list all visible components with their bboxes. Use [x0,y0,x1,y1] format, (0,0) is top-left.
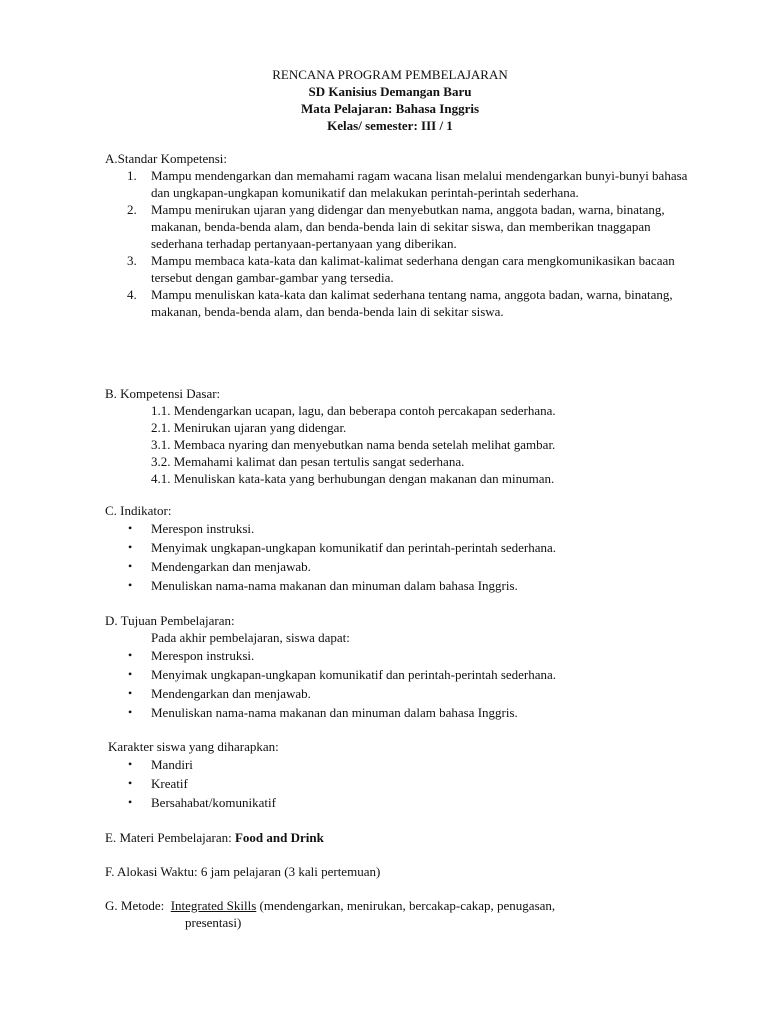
standar-kompetensi-list [105,167,691,320]
bullet-icon: • [128,686,133,700]
bullet-icon: • [128,795,133,809]
bullet-icon: • [128,578,133,592]
document-title: RENCANA PROGRAM PEMBELAJARAN [272,67,508,82]
class-semester-line: Kelas/ semester: III / 1 [327,118,453,133]
list-item [105,665,556,684]
section-b-title: B. Kompetensi Dasar: [105,386,221,401]
item-text: Mampu menuliskan kata-kata dan kalimat sederhana tentang nama, anggota badan, warna, binatang, makanan, benda-benda alam, dan benda-benda lain di sekitar siswa. [151,287,673,319]
school-name: SD Kanisius Demangan Baru [308,84,472,99]
item-text: Mampu membaca kata-kata dan kalimat-kalimat sederhana dengan cara mengkomunikasikan bacaan tersebut dengan gambar-gambar yang tersedia. [151,253,675,285]
karakter-list [105,755,279,812]
item-number: 3. [127,253,137,268]
section-d-title: D. Tujuan Pembelajaran: [105,613,235,628]
subject-line: Mata Pelajaran: Bahasa Inggris [300,101,480,116]
item-text: Merespon instruksi. [151,521,255,536]
item-text: Mandiri [151,757,193,772]
list-item [105,519,556,538]
materi-value: Food and Drink [234,830,324,845]
section-karakter [108,738,279,812]
section-c-title: C. Indikator: [105,503,172,518]
list-item [105,167,691,201]
indikator-list [105,519,556,595]
list-item [105,576,556,595]
section-metode [105,897,555,931]
metode-detail: (mendengarkan, menirukan, bercakap-cakap, penugasan, [256,898,556,913]
section-alokasi-waktu: F. Alokasi Waktu: 6 jam pelajaran (3 kali pertemuan) [105,864,381,879]
item-text: Mampu mendengarkan dan memahami ragam wacana lisan melalui mendengarkan bunyi-bunyi bahasa dan ungkapan-ungkapan komunikatif dan melakukan perintah-perintah sederhana. [151,168,688,200]
list-item [105,557,556,576]
section-a-title: A.Standar Kompetensi: [105,151,228,166]
bullet-icon: • [128,776,133,790]
section-materi [105,829,324,846]
metode-method: Integrated Skills [170,898,257,913]
item-text: Merespon instruksi. [151,648,255,663]
list-item [105,538,556,557]
item-text: Menuliskan nama-nama makanan dan minuman dalam bahasa Inggris. [151,578,518,593]
item-text: Mendengarkan dan menjawab. [151,686,311,701]
document-header [0,66,768,134]
list-item [105,793,279,812]
list-item: 2.1. Menirukan ujaran yang didengar. [151,420,347,435]
item-text: Menyimak ungkapan-ungkapan komunikatif dan perintah-perintah sederhana. [151,540,557,555]
list-item [105,684,556,703]
list-item: 3.2. Memahami kalimat dan pesan tertulis sangat sederhana. [151,454,465,469]
tujuan-list [105,646,556,722]
list-item: 4.1. Menuliskan kata-kata yang berhubungan dengan makanan dan minuman. [151,471,555,486]
list-item [105,646,556,665]
list-item [105,774,279,793]
item-number: 4. [127,287,137,302]
metode-detail-continued: presentasi) [185,915,242,930]
materi-label: E. Materi Pembelajaran: [105,830,235,845]
section-kompetensi-dasar [105,385,556,487]
kompetensi-dasar-list [105,402,556,487]
bullet-icon: • [128,648,133,662]
section-tujuan-pembelajaran [105,612,556,722]
karakter-title: Karakter siswa yang diharapkan: [108,739,279,754]
item-text: Mendengarkan dan menjawab. [151,559,311,574]
bullet-icon: • [128,667,133,681]
item-text: Menuliskan nama-nama makanan dan minuman dalam bahasa Inggris. [151,705,518,720]
section-indikator [105,502,556,595]
list-item [105,201,691,252]
list-item: 1.1. Mendengarkan ucapan, lagu, dan beberapa contoh percakapan sederhana. [151,403,556,418]
bullet-icon: • [128,705,133,719]
metode-label: G. Metode: [105,898,165,913]
list-item [105,703,556,722]
bullet-icon: • [128,559,133,573]
item-text: Bersahabat/komunikatif [151,795,276,810]
list-item [105,252,691,286]
tujuan-intro: Pada akhir pembelajaran, siswa dapat: [151,630,350,645]
item-number: 1. [127,168,137,183]
item-text: Menyimak ungkapan-ungkapan komunikatif dan perintah-perintah sederhana. [151,667,557,682]
bullet-icon: • [128,521,133,535]
list-item [105,755,279,774]
section-standar-kompetensi [105,150,691,320]
item-text: Kreatif [151,776,188,791]
bullet-icon: • [128,540,133,554]
list-item [105,286,691,320]
list-item: 3.1. Membaca nyaring dan menyebutkan nama benda setelah melihat gambar. [151,437,556,452]
bullet-icon: • [128,757,133,771]
item-text: Mampu menirukan ujaran yang didengar dan menyebutkan nama, anggota badan, warna, binatang, makanan, benda-benda alam, dan benda-benda lain di sekitar siswa, dan memberikan tnaggapan sederhana terhadap pertanyaan-pertanyaan yang diberikan. [151,202,665,251]
item-number: 2. [127,202,137,217]
